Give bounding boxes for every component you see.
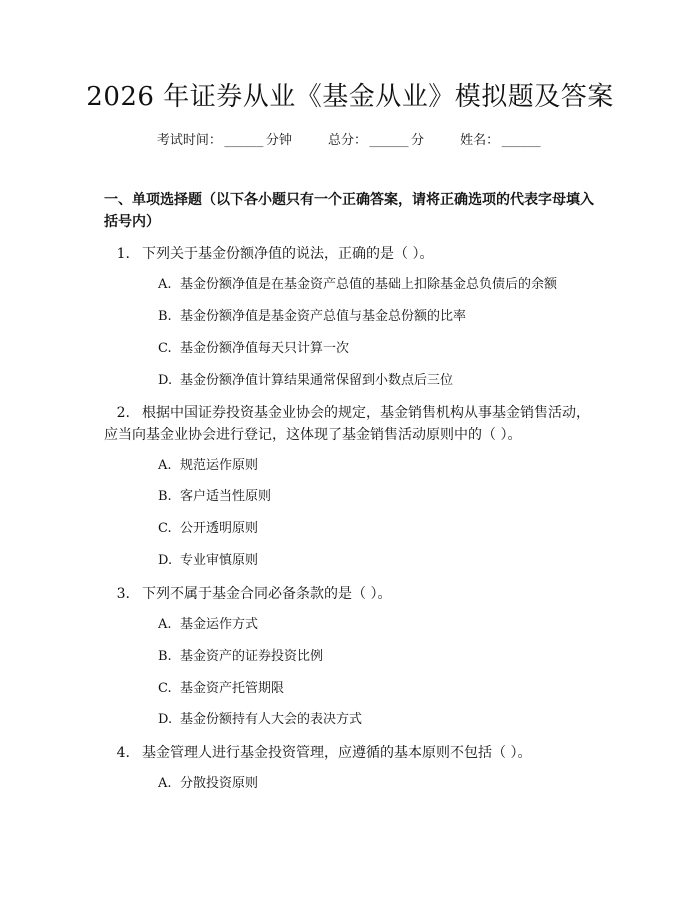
question-3-option-c — [158, 679, 598, 699]
option-letter: A. — [158, 458, 172, 473]
option-letter: C. — [158, 521, 172, 536]
document-title: 2026 年证券从业《基金从业》模拟题及答案 — [86, 82, 614, 112]
option-text: 分散投资原则 — [180, 776, 259, 791]
question-number: 1. — [116, 246, 130, 262]
question-2-option-d — [158, 551, 598, 571]
question-3-option-d — [158, 710, 598, 730]
time-blank: ______ — [224, 133, 264, 148]
question-number: 3. — [116, 586, 130, 602]
question-text: 基金管理人进行基金投资管理，应遵循的基本原则不包括（ ）。 — [142, 745, 532, 761]
question-1 — [104, 243, 600, 265]
question-4 — [104, 742, 600, 764]
question-text: 根据中国证券投资基金业协会的规定，基金销售机构从事基金销售活动，应当向基金业协会进行登记，这体现了基金销售活动原则中的（ ）。 — [104, 405, 590, 443]
section-title: 一、单项选择题（以下各小题只有一个正确答案，请将正确选项的代表字母填入括号内） — [104, 192, 594, 230]
option-letter: A. — [158, 617, 172, 632]
question-1-option-b — [158, 307, 598, 327]
question-1-option-a — [158, 275, 598, 295]
option-text: 规范运作原则 — [180, 458, 259, 473]
score-blank: ______ — [369, 133, 409, 148]
option-text: 基金份额净值计算结果通常保留到小数点后三位 — [180, 373, 454, 388]
question-number: 2. — [116, 405, 130, 421]
option-text: 基金份额净值是基金资产总值与基金总份额的比率 — [180, 309, 467, 324]
question-2-option-b — [158, 487, 598, 507]
question-number: 4. — [116, 745, 130, 761]
question-1-option-c — [158, 339, 598, 359]
name-blank: ______ — [501, 133, 541, 148]
option-letter: B. — [158, 309, 172, 324]
option-letter: A. — [158, 776, 172, 791]
question-4-option-a — [158, 774, 598, 794]
question-2-option-c — [158, 519, 598, 539]
option-text: 客户适当性原则 — [180, 489, 272, 504]
question-1-option-d — [158, 371, 598, 391]
exam-time — [157, 133, 292, 148]
option-letter: B. — [158, 649, 172, 664]
option-letter: A. — [158, 277, 172, 292]
name-label: 姓名： — [460, 133, 500, 148]
option-text: 基金资产托管期限 — [180, 681, 285, 696]
option-letter: C. — [158, 341, 172, 356]
question-3-option-a — [158, 615, 598, 635]
exam-name — [460, 133, 543, 148]
question-2 — [104, 402, 600, 446]
option-text: 基金份额净值每天只计算一次 — [180, 341, 350, 356]
option-text: 基金资产的证券投资比例 — [180, 649, 324, 664]
question-3-option-b — [158, 647, 598, 667]
question-2-option-a — [158, 456, 598, 476]
time-label: 考试时间： — [156, 133, 222, 148]
time-unit: 分钟 — [265, 133, 292, 148]
score-unit: 分 — [411, 133, 425, 148]
option-text: 公开透明原则 — [180, 521, 259, 536]
option-letter: D. — [158, 553, 173, 568]
option-text: 基金份额净值是在基金资产总值的基础上扣除基金总负债后的余额 — [180, 277, 558, 292]
option-text: 专业审慎原则 — [180, 553, 259, 568]
score-label: 总分： — [327, 133, 367, 148]
option-letter: C. — [158, 681, 172, 696]
question-text: 下列不属于基金合同必备条款的是（ ）。 — [142, 586, 392, 602]
question-text: 下列关于基金份额净值的说法，正确的是（ ）。 — [142, 246, 434, 262]
exam-score — [328, 133, 424, 148]
exam-meta — [0, 132, 700, 150]
option-letter: B. — [158, 489, 172, 504]
option-letter: D. — [158, 373, 173, 388]
option-text: 基金运作方式 — [180, 617, 259, 632]
option-text: 基金份额持有人大会的表决方式 — [180, 712, 363, 727]
option-letter: D. — [158, 712, 173, 727]
question-3 — [104, 583, 600, 605]
